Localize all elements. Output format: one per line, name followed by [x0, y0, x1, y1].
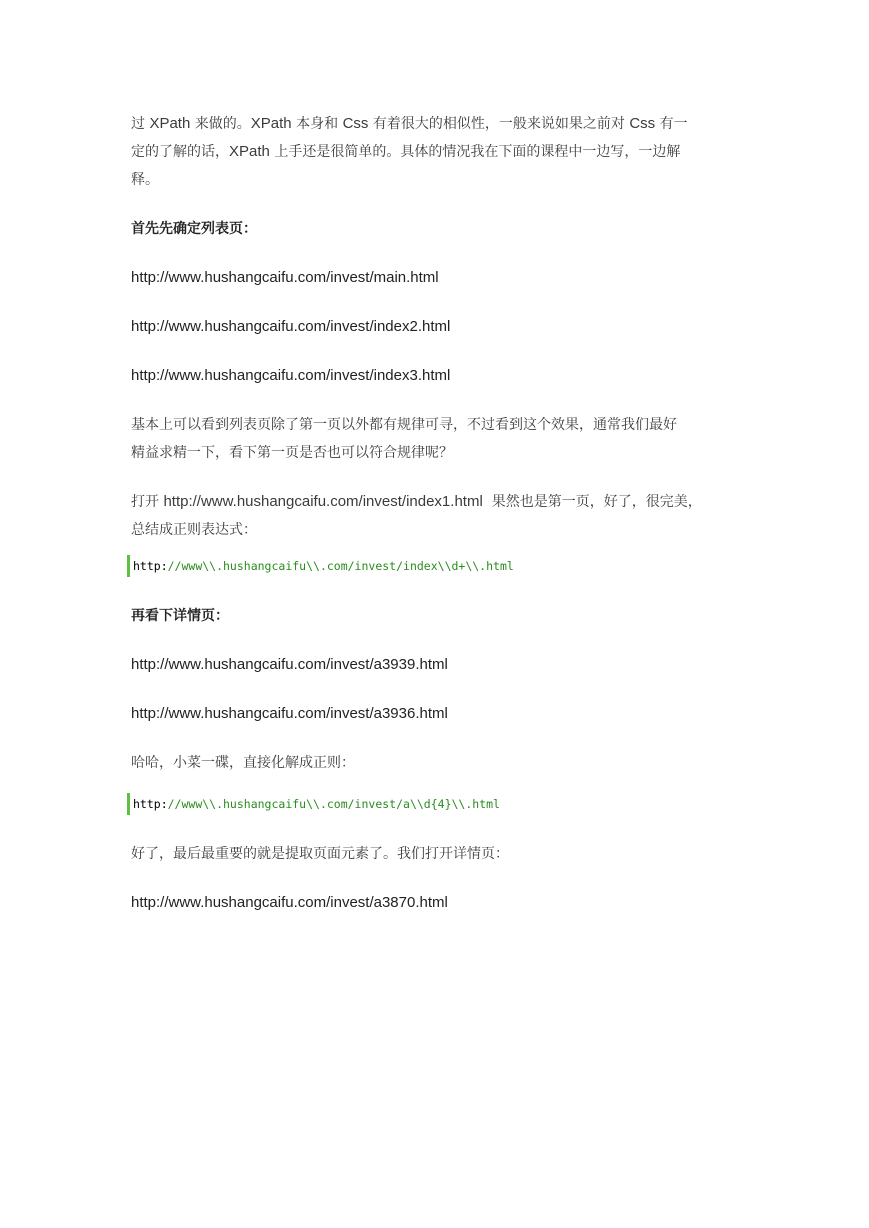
- open-page-paragraph: [131, 488, 737, 544]
- intro-line-1: [131, 116, 688, 132]
- detail-comment: 哈哈，小菜一碟，直接化解成正则：: [131, 755, 355, 771]
- intro-text: 上手还是很简单的。具体的情况我在下面的课程中一边写，一边解: [269, 144, 681, 160]
- intro-term: XPath: [250, 115, 292, 132]
- regex-pattern: //www\\.hushangcaifu\\.com/invest/a\\d{4}\\.html: [167, 797, 500, 811]
- open-url: http://www.hushangcaifu.com/invest/index1.html: [163, 493, 483, 510]
- intro-text: 定的了解的话，: [131, 144, 229, 160]
- final-url: http://www.hushangcaifu.com/invest/a3870.html: [131, 894, 448, 911]
- intro-term: XPath: [229, 143, 270, 160]
- detail-page-heading: 再看下详情页：: [131, 608, 229, 624]
- list-url: http://www.hushangcaifu.com/invest/index2.html: [131, 318, 451, 335]
- open-prefix: 打开: [131, 494, 164, 510]
- intro-text: 有一: [655, 116, 688, 132]
- intro-line-2: [131, 144, 680, 160]
- article-body: [131, 110, 737, 917]
- regex-protocol: http:: [133, 559, 168, 573]
- list-url: http://www.hushangcaifu.com/invest/index3.html: [131, 367, 451, 384]
- detail-url: http://www.hushangcaifu.com/invest/a3936.html: [131, 705, 448, 722]
- closing-paragraph: 好了，最后最重要的就是提取页面元素了。我们打开详情页：: [131, 846, 509, 862]
- intro-line-3: 释。: [131, 172, 159, 188]
- intro-term: Css: [629, 115, 656, 132]
- detail-regex-code-block: [127, 793, 737, 815]
- list-observation-paragraph: [131, 411, 737, 467]
- observation-line-1: 基本上可以看到列表页除了第一页以外都有规律可寻，不过看到这个效果，通常我们最好: [131, 417, 677, 433]
- regex-pattern: //www\\.hushangcaifu\\.com/invest/index\\d+\\.html: [167, 559, 514, 573]
- detail-url: http://www.hushangcaifu.com/invest/a3939.html: [131, 656, 448, 673]
- intro-term: Css: [342, 115, 369, 132]
- intro-text: 有着很大的相似性，一般来说如果之前对: [368, 116, 630, 132]
- list-url: http://www.hushangcaifu.com/invest/main.html: [131, 269, 439, 286]
- open-suffix: 果然也是第一页，好了，很完美，: [482, 494, 702, 510]
- intro-text: 来做的。: [190, 116, 251, 132]
- intro-paragraph: [131, 110, 737, 194]
- intro-term: XPath: [149, 115, 191, 132]
- intro-text: 过: [131, 116, 150, 132]
- intro-text: 本身和: [291, 116, 343, 132]
- open-line-2: 总结成正则表达式：: [131, 522, 257, 538]
- list-page-heading: 首先先确定列表页：: [131, 221, 257, 237]
- observation-line-2: 精益求精一下，看下第一页是否也可以符合规律呢？: [131, 445, 453, 461]
- regex-protocol: http:: [133, 797, 168, 811]
- list-regex-code-block: [127, 555, 737, 577]
